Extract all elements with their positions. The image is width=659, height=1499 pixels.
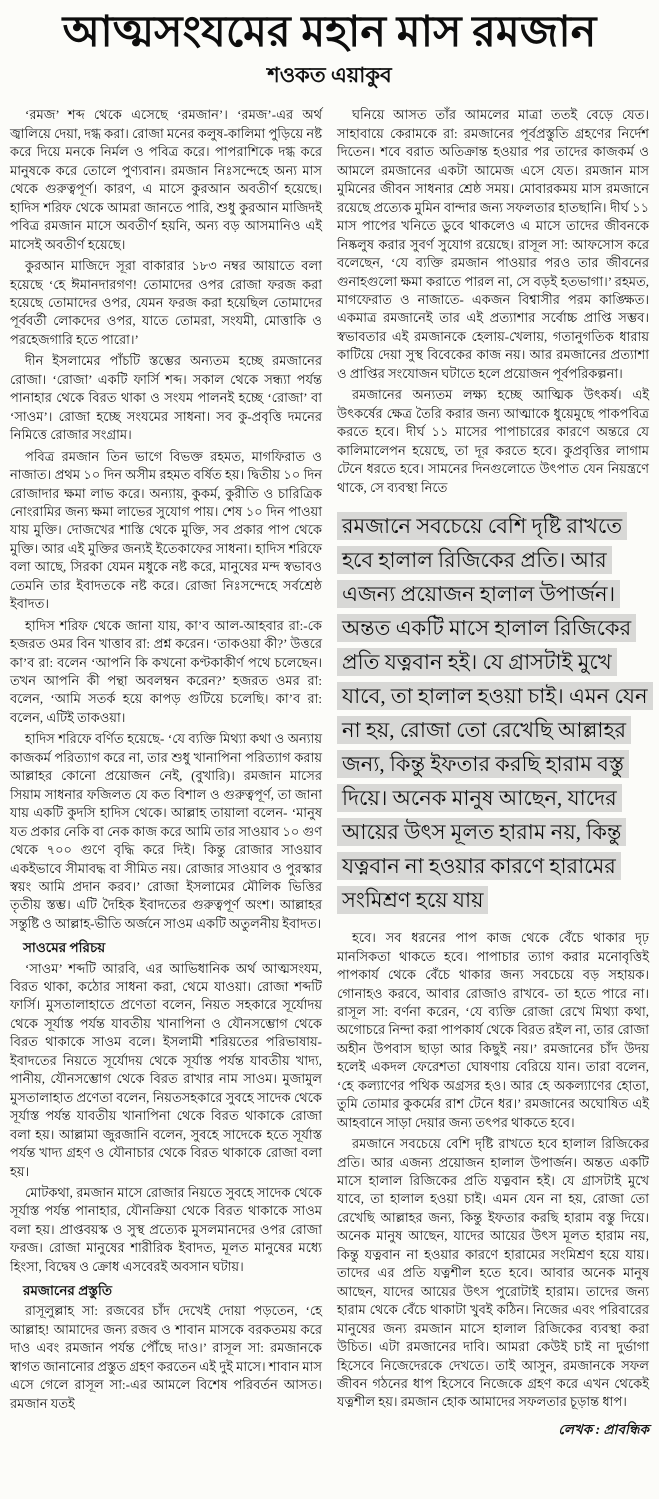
signature-text: লেখক : প্রাবন্ধিক <box>558 1421 649 1437</box>
left-column <box>10 106 322 1416</box>
article-para <box>10 1302 322 1413</box>
para-text: ‘সাওম’ শব্দটি আরবি, এর আভিধানিক অর্থ আত্মসংযম, বিরত থাকা, কঠোর সাধনা করা, থেমে যাওয়া। রোজা শব্দটি ফার্সি। মুসতালাহাতে প্রণেতা বলেন, নিয়ত সহকারে সূর্যোদয় থেকে সূর্যাস্ত পর্যন্ত যাবতীয় খানাপিনা ও যৌনসম্ভোগ থেকে বিরত থাকাকে সাওম বলে। ইসলামী শরিয়তের পরিভাষায়- ইবাদতের নিয়তে সূর্যোদয় থেকে সূর্যাস্ত পর্যন্ত যাবতীয় খাদ্য, পানীয়, যৌনসম্ভোগ থেকে বিরত রাখার নাম সাওম। মুজামুল মুসতালাহাত প্রণেতা বলেন, নিয়তসহকারে সুবহে সাদেক থেকে সূর্যাস্ত পর্যন্ত যাবতীয় খানাপিনা থেকে বিরত থাকাকে রোজা বলা হয়। আল্লামা জুরজানি বলেন, সুবহে সাদেকে হতে সূর্যাস্ত পর্যন্ত খাদ্য গ্রহণ ও যৌনাচার থেকে বিরত থাকাকে রোজা বলা হয়। <box>10 960 322 1179</box>
article-para <box>337 106 649 383</box>
para-text: মোটকথা, রমজান মাসে রোজার নিয়তে সুবহে সাদেক থেকে সূর্যাস্ত পর্যন্ত পানাহার, যৌনক্রিয়া থেকে বিরত থাকাকে সাওম বলা হয়। প্রাপ্তবয়স্ক ও সুস্থ প্রত্যেক মুসলমানদের ওপর রোজা ফরজ। রোজা মানুষের শারীরিক ইবাদত, মূলত মানুষের মধ্যে হিংসা, বিদ্বেষ ও ক্রোধ এসবেরই অবসান ঘটায়। <box>10 1184 322 1274</box>
para-text: দীন ইসলামের পাঁচটি স্তম্ভের অন্যতম হচ্ছে রমজানের রোজা। ‘রোজা’ একটি ফার্সি শব্দ। সকাল থেকে সন্ধ্যা পর্যন্ত পানাহার থেকে বিরত থাকা ও সংযম পালনই হচ্ছে ‘রোজা’ বা ‘সাওম’। রোজা হচ্ছে সংযমের সাধনা। সব কু-প্রবৃত্তি দমনের নিমিত্তে রোজার সংগ্রাম। <box>10 353 322 443</box>
article-para <box>337 386 649 497</box>
article-para <box>10 730 322 933</box>
article-para <box>337 1135 649 1412</box>
para-text: রাসূলুল্লাহ সা: রজবের চাঁদ দেখেই দোয়া পড়তেন, ‘হে আল্লাহ! আমাদের জন্য রজব ও শাবান মাসকে বরকতময় করে দাও এবং রমজান পর্যন্ত পৌঁছে দাও।’ রাসূল সা: রমজানকে স্বাগত জানানোর প্রস্তুত গ্রহণ করতেন এই দুই মাসে। শাবান মাস এসে গেলে রাসূল সা:-এর আমলে বিশেষ পরিবর্তন আসত। রমজান যতই <box>10 1303 322 1411</box>
article-para <box>337 929 649 1132</box>
subhead-text: সাওমের পরিচয় <box>23 940 106 956</box>
article-para <box>10 617 322 728</box>
para-text: হাদিস শরিফে বর্ণিত হয়েছে- ‘যে ব্যক্তি মিথ্যা কথা ও অন্যায় কাজকর্ম পরিত্যাগ করে না, তার শুধু খানাপিনা পরিত্যাগ করায় আল্লাহর কোনো প্রয়োজন নেই, (বুখারি)। রমজান মাসের সিয়াম সাধনার ফজিলত যে কত বিশাল ও গুরুত্বপূর্ণ, তা জানা যায় একটি কুদসি হাদিস থেকে। আল্লাহ তায়ালা বলেন- ‘মানুষ যত প্রকার নেকি বা নেক কাজ করে আমি তার সাওয়াব ১০ গুণ থেকে ৭০০ গুণে বৃদ্ধি করে দিই। কিন্তু রোজার সাওয়াব একইভাবে সীমাবদ্ধ বা সীমিত নয়। রোজার সাওয়াব ও পুরস্কার স্বয়ং আমি প্রদান করব।’ রোজা ইসলামের মৌলিক ভিত্তির তৃতীয় স্তম্ভ। এটি দৈহিক ইবাদতের গুরুত্বপূর্ণ অংশ। আল্লাহর সন্তুষ্টি ও আল্লাহ-ভীতি অর্জনে সাওম একটি অতুলনীয় ইবাদত। <box>10 731 322 931</box>
byline: শওকত এয়াকুব <box>267 63 392 88</box>
article-para <box>10 448 322 614</box>
article-para <box>10 960 322 1181</box>
right-column <box>337 106 649 1442</box>
article-pullquote <box>337 509 649 917</box>
article-para <box>10 257 322 349</box>
para-text: হাদিস শরিফ থেকে জানা যায়, কা’ব আল-আহবার রা:-কে হজরত ওমর বিন খাত্তাব রা: প্রশ্ন করেন। ‘তাকওয়া কী?’ উত্তরে কা’ব রা: বলেন ‘আপনি কি কখনো কণ্টকাকীর্ণ পথে চলেছেন। তখন আপনি কী পন্থা অবলম্বন করেন?’ হজরত ওমর রা: বলেন, ‘আমি সতর্ক হয়ে কাপড় গুটিয়ে চলেছি। কা’ব রা: বলেন, এটিই তাকওয়া। <box>10 617 322 725</box>
para-text: ‘রমজ’ শব্দ থেকে এসেছে ‘রমজান’। ‘রমজ’-এর অর্থ জ্বালিয়ে দেয়া, দগ্ধ করা। রোজা মনের কলুষ-কালিমা পুড়িয়ে নষ্ট করে দিয়ে মনকে নির্মল ও পবিত্র করে। পাপরাশিকে দগ্ধ করে মানুষকে করে তোলে পুণ্যবান। রমজান নিঃসন্দেহে অন্য মাস থেকে গুরুত্বপূর্ণ। কারণ, এ মাসে কুরআন অবতীর্ণ হয়েছে। হাদিস শরিফ থেকে আমরা জানতে পারি, শুধু কুরআন মাজিদই পবিত্র রমজান মাসে অবতীর্ণ হয়নি, অন্য বড় আসমানিও এই মাসেই অবতীর্ণ হয়েছে। <box>10 107 322 252</box>
para-text: হবে। সব ধরনের পাপ কাজ থেকে বেঁচে থাকার দৃঢ় মানসিকতা থাকতে হবে। পাপাচার ত্যাগ করার মনোবৃত্তিই পাপকার্য থেকে বেঁচে থাকার জন্য সবচেয়ে বড় সহায়ক। গোনাহও করবে, আবার রোজাও রাখবে- তা হতে পারে না। রাসূল সা: বর্ণনা করেন, ‘যে ব্যক্তি রোজা রেখে মিথ্যা কথা, অগোচরে নিন্দা করা পাপকার্য থেকে বিরত রইল না, তার রোজা অহীন উপবাস ছাড়া আর কিছুই নয়।’ রমজানের চাঁদ উদয় হলেই একদল ফেরেশতা ঘোষণায় বেরিয়ে যান। তারা বলেন, ‘হে কল্যাণের পথিক অগ্রসর হও। আর হে অকল্যাণের হোতা, তুমি তোমার কুকর্মের রাশ টেনে ধর।’ রমজানের অঘোষিত এই আহবানে সাড়া দেয়ার জন্য তৎপর থাকতে হবে। <box>337 930 649 1130</box>
article-header <box>10 8 649 94</box>
para-text: ঘনিয়ে আসত তাঁর আমলের মাত্রা ততই বেড়ে যেত। সাহাবায়ে কেরামকে রা: রমজানের পূর্বপ্রস্তুতি গ্রহণের নির্দেশ দিতেন। শবে বরাত অতিক্রান্ত হওয়ার পর তাদের কাজকর্ম ও আমলে রমজানের একটা আমেজ এসে যেত। রমজান মাস মুমিনের জীবন সাধনার শ্রেষ্ঠ সময়। মোবারকময় মাস রমজানে রয়েছে প্রত্যেক মুমিন বান্দার জন্য সফলতার হাতছানি। দীর্ঘ ১১ মাস পাপের খনিতে ডুবে থাকলেও এ মাসে তাদের জীবনকে নিষ্কলুষ করার সুবর্ণ সুযোগ রয়েছে। রাসূল সা: আফসোস করে বলেছেন, ‘যে ব্যক্তি রমজান পাওয়ার পরও তার জীবনের গুনাহগুলো ক্ষমা করাতে পারল না, সে বড়ই হতভাগা।’ রহমত, মাগফেরাত ও নাজাতে- একজন বিশ্বাসীর পরম কাঙ্ক্ষিত। একমাত্র রমজানেই তার এই প্রত্যাশার সর্বোচ্চ প্রাপ্তি সম্ভব। স্বভাবতার এই রমজানকে হেলায়-খেলায়, গতানুগতিক ধারায় কাটিয়ে দেয়া সুস্থ বিবেকের কাজ নয়। আর রমজানের প্রত্যাশা ও প্রাপ্তির সংযোজন ঘটাতে হলে প্রয়োজন পূর্বপরিকল্পনা। <box>337 107 649 381</box>
article-para <box>10 1184 322 1276</box>
para-text: রমজানের অন্যতম লক্ষ্য হচ্ছে আত্মিক উৎকর্ষ। এই উৎকর্ষের ক্ষেত্র তৈরি করার জন্য আত্মাকে ধুয়েমুছে পাকপবিত্র করতে হবে। দীর্ঘ ১১ মাসের পাপাচারের কারণে অন্তরে যে কালিমালেপন হয়েছে, তা দূর করতে হবে। কুপ্রবৃত্তির লাগাম টেনে ধরতে হবে। সামনের দিনগুলোতে উৎপাত যেন নিয়ন্ত্রণে থাকে, সে ব্যবস্থা নিতে <box>337 387 649 495</box>
pullquote-text: রমজানে সবচেয়ে বেশি দৃষ্টি রাখতে হবে হালাল রিজিকের প্রতি। আর এজন্য প্রয়োজন হালাল উপার্জন। অন্তত একটি মাসে হালাল রিজিকের প্রতি যত্নবান হই। যে গ্রাসটাই মুখে যাবে, তা হালাল হওয়া চাই। এমন যেন না হয়, রোজা তো রেখেছি আল্লাহর জন্য, কিন্তু ইফতার করছি হারাম বস্তু দিয়ে। অনেক মানুষ আছেন, যাদের আয়ের উৎস মূলত হারাম নয়, কিন্তু যত্নবান না হওয়ার কারণে হারামের সংমিশ্রণ হয়ে যায় <box>337 512 653 914</box>
article-para <box>10 106 322 254</box>
page-title: আত্মসংযমের মহান মাস রমজান <box>62 9 597 56</box>
para-text: রমজানে সবচেয়ে বেশি দৃষ্টি রাখতে হবে হালাল রিজিকের প্রতি। আর এজন্য প্রয়োজন হালাল উপার্জন। অন্তত একটি মাসে হালাল রিজিকের প্রতি যত্নবান হই। যে গ্রাসটাই মুখে যাবে, তা হালাল হওয়া চাই। এমন যেন না হয়, রোজা তো রেখেছি আল্লাহর জন্য, কিন্তু ইফতার করছি হারাম বস্তু দিয়ে। অনেক মানুষ আছেন, যাদের আয়ের উৎস মূলত হারাম নয়, কিন্তু যত্নবান না হওয়ার কারণে হারামের সংমিশ্রণ হয়ে যায়। তাদের এর প্রতি যত্নশীল হতে হবে। আবার অনেক মানুষ আছেন, যাদের আয়ের উৎস পুরোটাই হারাম। তাদের জন্য হারাম থেকে বেঁচে থাকাটা খুবই কঠিন। নিজের এবং পরিবারের মানুষের জন্য রমজান মাসে হালাল রিজিকের ব্যবস্থা করা উচিত। এটা রমজানের দাবি। আমরা কেউই চাই না দুর্ভাগা হিসেবে নিজেদেরকে দেখতে। তাই আসুন, রমজানকে সফল জীবন গঠনের ধাপ হিসেবে নিজেকে গ্রহণ করে এখন থেকেই যত্নশীল হয়। রমজান হোক আমাদের সফলতার চূড়ান্ত ধাপ। <box>337 1136 649 1410</box>
article-subhead <box>10 938 322 957</box>
article-subhead <box>10 1281 322 1300</box>
para-text: কুরআন মাজিদে সূরা বাকারার ১৮৩ নম্বর আয়াতে বলা হয়েছে ‘হে ঈমানদারগণ! তোমাদের ওপর রোজা ফরজ করা হয়েছে তোমাদের ওপর, যেমন ফরজ করা হয়েছিল তোমাদের পূর্ববর্তী লোকদের ওপর, যাতে তোমরা, সংযমী, মোত্তাকি ও পরহেজগারি হতে পারো।’ <box>10 258 322 347</box>
article-signature <box>337 1420 649 1439</box>
article-para <box>10 352 322 444</box>
article-body <box>10 106 649 1442</box>
subhead-text: রমজানের প্রস্তুতি <box>23 1283 112 1299</box>
para-text: পবিত্র রমজান তিন ভাগে বিভক্ত রহমত, মাগফিরাত ও নাজাত। প্রথম ১০ দিন অসীম রহমত বর্ষিত হয়। দ্বিতীয় ১০ দিন রোজাদার ক্ষমা লাভ করে। অন্যায়, কুকর্ম, কুরীতি ও চারিত্রিক নোংরামির জন্য ক্ষমা লাভের সুযোগ পায়। শেষ ১০ দিন পাওয়া যায় মুক্তি। দোজখের শাস্তি থেকে মুক্তি, সব প্রকার পাপ থেকে মুক্তি। আর এই মুক্তির জন্যই ইতেকাফের সাধনা। হাদিস শরিফে বলা আছে, সিরকা যেমন মধুকে নষ্ট করে, মানুষের মন্দ স্বভাবও তেমনি তার ইবাদতকে নষ্ট করে। রোজা নিঃসন্দেহে সর্বশ্রেষ্ঠ ইবাদত। <box>10 448 322 612</box>
